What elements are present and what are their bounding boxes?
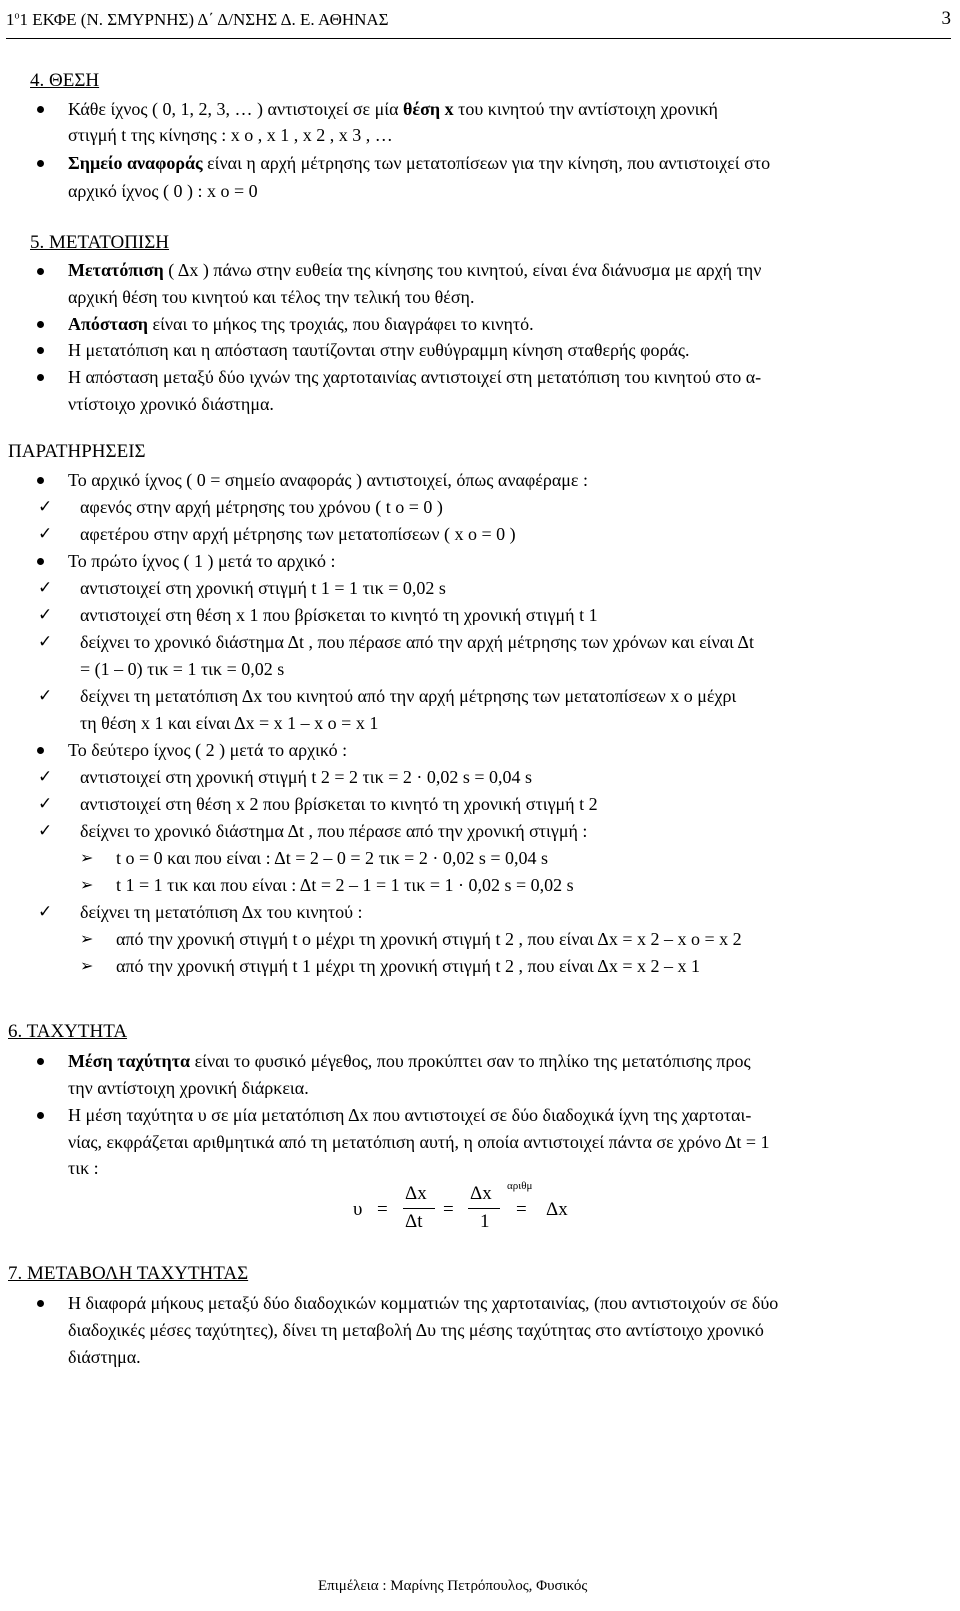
arrow-icon: ➢ [80,848,94,867]
s6-bullet-2-line1: Η μέση ταχύτητα υ σε μία μετατόπιση Δx που αντιστοιχεί σε δύο διαδοχικά ίχνη της χαρτοται- [68,1105,752,1125]
formula-eq-3: = [516,1199,527,1220]
section-7-title: 7. ΜΕΤΑΒΟΛΗ ΤΑΧΥΤΗΤΑΣ [8,1263,249,1284]
formula-eq-1: = [377,1199,388,1220]
notes-b3-c1: αντιστοιχεί στη χρονική στιγμή t 2 = 2 τικ = 2 · 0,02 s = 0,04 s [80,767,533,787]
header-title: $1^o1$ ΕΚΦΕ (Ν. ΣΜΥΡΝΗΣ) Δ΄ Δ/ΝΣΗΣ Δ. Ε. ΑΘΗΝΑΣ [6,10,389,29]
bullet [37,1112,44,1119]
s4-bold-term: θέση x [403,99,454,119]
check-icon: ✓ [38,524,53,544]
check-icon: ✓ [38,821,53,841]
formula-den-2: 1 [480,1211,490,1232]
fraction-bar [403,1208,435,1209]
check-icon: ✓ [38,794,53,814]
notes-b3-c4: δείχνει τη μετατόπιση Δx του κινητού : [80,902,363,922]
s5-bullet-2: Απόσταση είναι το μήκος της τροχιάς, που διαγράφει το κινητό. [68,314,534,334]
s4-bullet-1-line1: Κάθε ίχνος ( 0, 1, 2, 3, … ) αντιστοιχεί σε μία θέση x του κινητού την αντίστοιχη χρονική [68,99,718,119]
notes-b3-c3: δείχνει το χρονικό διάστημα Δt , που πέρασε από την χρονική στιγμή : [80,821,588,841]
notes-b3-c3-a2: t 1 = 1 τικ και που είναι : Δt = 2 – 1 = 1 τικ = 1 · 0,02 s = 0,02 s [116,875,574,895]
s5-bullet-4-line1: Η απόσταση μεταξύ δύο ιχνών της χαρτοταινίας αντιστοιχεί στη μετατόπιση του κινητού στο α- [68,367,762,387]
bullet [37,347,44,354]
notes-b2-c3-line2: = (1 – 0) τικ = 1 τικ = 0,02 s [80,659,285,679]
check-icon: ✓ [38,686,53,706]
notes-b2-c4-line1: δείχνει τη μετατόπιση Δx του κινητού από την αρχή μέτρησης των μετατοπίσεων x ο μέχρι [80,686,737,706]
page-footer: Επιμέλεια : Μαρίνης Πετρόπουλος, Φυσικός [318,1578,588,1594]
bullet [37,321,44,328]
arrow-icon: ➢ [80,929,94,948]
notes-b2-c2: αντιστοιχεί στη θέση x 1 που βρίσκεται το κινητό τη χρονική στιγμή t 1 [80,605,598,625]
bullet [37,1300,44,1307]
bullet [37,477,44,484]
header-sup: ο [14,10,20,22]
section-4-title: 4. ΘΕΣΗ [30,70,100,91]
check-icon: ✓ [38,902,53,922]
s7-bullet-1-line2: διαδοχικές μέσες ταχύτητες), δίνει τη μεταβολή Δυ της μέσης ταχύτητας στο αντίστοιχο χρονικό [68,1320,764,1340]
formula-arith-label: αριθμ [507,1180,533,1192]
notes-b3-c4-a1: από την χρονική στιγμή t ο μέχρι τη χρονική στιγμή t 2 , που είναι Δx = x 2 – x ο = x 2 [116,929,742,949]
arrow-icon: ➢ [80,956,94,975]
check-icon: ✓ [38,578,53,598]
s4-bullet-2-line1: Σημείο αναφοράς είναι η αρχή μέτρησης των μετατοπίσεων για την κίνηση, που αντιστοιχεί στο [68,153,771,173]
s7-bullet-1-line1: Η διαφορά μήκους μεταξύ δύο διαδοχικών κομματιών της χαρτοταινίας, (που αντιστοιχούν σε δύο [68,1293,779,1313]
check-icon: ✓ [38,497,53,517]
s4-bullet-2-line2: αρχικό ίχνος ( 0 ) : x ο = 0 [68,181,258,201]
notes-b3-c3-a1: t ο = 0 και που είναι : Δt = 2 – 0 = 2 τικ = 2 · 0,02 s = 0,04 s [116,848,548,868]
notes-b2-c4-line2: τη θέση x 1 και είναι Δx = x 1 – x ο = x 1 [80,713,379,733]
s5-bullet-1-line2: αρχική θέση του κινητού και τέλος την τελική του θέση. [68,287,475,307]
notes-b3-c2: αντιστοιχεί στη θέση x 2 που βρίσκεται το κινητό τη χρονική στιγμή t 2 [80,794,598,814]
formula-lhs: υ [353,1199,363,1220]
s5-bullet-1-line1: Μετατόπιση ( Δx ) πάνω στην ευθεία της κίνησης του κινητού, είναι ένα διάνυσμα με αρχή την [68,260,762,280]
notes-b2-c3-line1: δείχνει το χρονικό διάστημα Δt , που πέρασε από την αρχή μέτρησης των χρόνων και είναι Δt [80,632,754,652]
s7-bullet-1-line3: διάστημα. [68,1347,141,1367]
notes-b1: Το αρχικό ίχνος ( 0 = σημείο αναφοράς ) αντιστοιχεί, όπως αναφέραμε : [68,470,588,490]
formula-rhs: Δx [546,1199,568,1220]
section-5-title: 5. ΜΕΤΑΤΟΠΙΣΗ [30,232,170,253]
bullet [37,106,44,113]
formula-eq-2: = [443,1199,454,1220]
bullet [37,160,44,167]
notes-b3: Το δεύτερο ίχνος ( 2 ) μετά το αρχικό : [68,740,348,760]
bullet [37,558,44,565]
arrow-icon: ➢ [80,875,94,894]
notes-b1-c2: αφετέρου στην αρχή μέτρησης των μετατοπίσεων ( x ο = 0 ) [80,524,516,544]
s5-bullet-4-line2: ντίστοιχο χρονικό διάστημα. [68,394,274,414]
notes-b2-c1: αντιστοιχεί στη χρονική στιγμή t 1 = 1 τικ = 0,02 s [80,578,446,598]
bullet [37,747,44,754]
s4-bullet-1-line2: στιγμή t της κίνησης : x ο , x 1 , x 2 , x 3 , … [68,125,393,145]
notes-title: ΠΑΡΑΤΗΡΗΣΕΙΣ [8,441,146,462]
section-6-title: 6. ΤΑΧΥΤΗΤΑ [8,1021,128,1042]
formula-num-2: Δx [470,1183,492,1204]
formula-den-1: Δt [405,1211,423,1232]
notes-b3-c4-a2: από την χρονική στιγμή t 1 μέχρι τη χρονική στιγμή t 2 , που είναι Δx = x 2 – x 1 [116,956,700,976]
s6-bullet-1-line2: την αντίστοιχη χρονική διάρκεια. [68,1078,309,1098]
bullet [37,1058,44,1065]
check-icon: ✓ [38,632,53,652]
s6-bullet-2-line3: τικ : [68,1158,99,1178]
formula-num-1: Δx [405,1183,427,1204]
s6-bullet-1-line1: Μέση ταχύτητα είναι το φυσικό μέγεθος, που προκύπτει σαν το πηλίκο της μετατόπισης προς [68,1051,751,1071]
bullet [37,268,44,275]
page-number: 3 [941,8,951,29]
check-icon: ✓ [38,767,53,787]
header-title-text: 1 ΕΚΦΕ (Ν. ΣΜΥΡΝΗΣ) Δ΄ Δ/ΝΣΗΣ Δ. Ε. ΑΘΗΝΑΣ [19,10,389,29]
notes-b1-c1: αφενός στην αρχή μέτρησης του χρόνου ( t ο = 0 ) [80,497,443,517]
fraction-bar [468,1208,500,1209]
bullet [37,374,44,381]
check-icon: ✓ [38,605,53,625]
notes-b2: Το πρώτο ίχνος ( 1 ) μετά το αρχικό : [68,551,336,571]
s6-bullet-2-line2: νίας, εκφράζεται αριθμητικά από τη μετατόπιση αυτή, η οποία αντιστοιχεί πάντα σε χρόνο Δt = 1 [68,1132,770,1152]
page-header [6,4,951,39]
s5-bullet-3: Η μετατόπιση και η απόσταση ταυτίζονται στην ευθύγραμμη κίνηση σταθερής φοράς. [68,340,690,360]
